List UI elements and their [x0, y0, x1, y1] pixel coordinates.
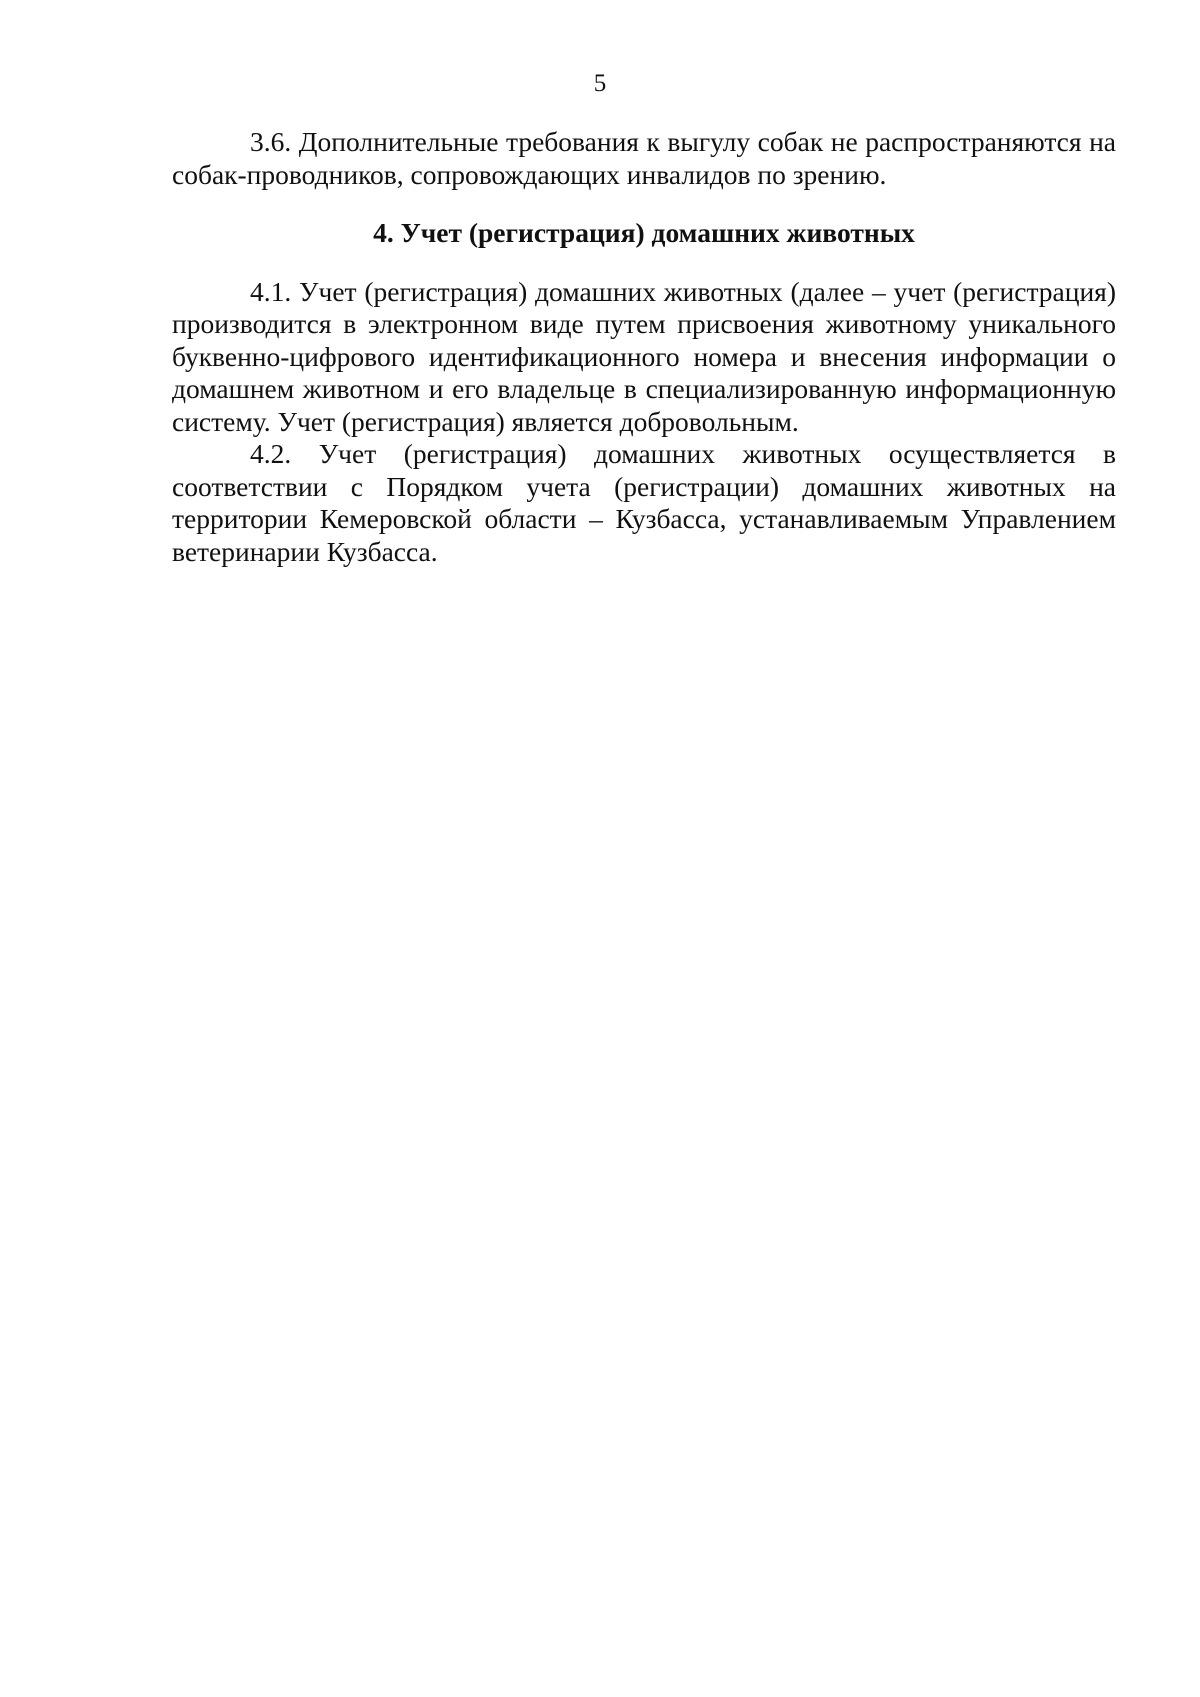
paragraph-4-2: 4.2. Учет (регистрация) домашних животных осуществляется в соответствии с Порядком учета (регистрации) домашних животных на территории Кемеровской области – Кузбасса, устанавливаемым Управлением ветеринарии Кузбасса.	[172, 438, 1116, 567]
section-4-heading: 4. Учет (регистрация) домашних животных	[373, 217, 915, 248]
document-body	[172, 126, 1116, 568]
paragraph-3-6: 3.6. Дополнительные требования к выгулу собак не распространяются на собак-проводников, сопровождающих инвалидов по зрению.	[172, 126, 1116, 190]
page-number: 5	[593, 70, 607, 97]
paragraph-4-1: 4.1. Учет (регистрация) домашних животных (далее – учет (регистрация) производится в электронном виде путем присвоения животному уникального буквенно-цифрового идентификационного номера и внесения информации о домашнем животном и его владельце в специализированную информационную систему. Учет (регистрация) является добровольным.	[172, 275, 1116, 437]
